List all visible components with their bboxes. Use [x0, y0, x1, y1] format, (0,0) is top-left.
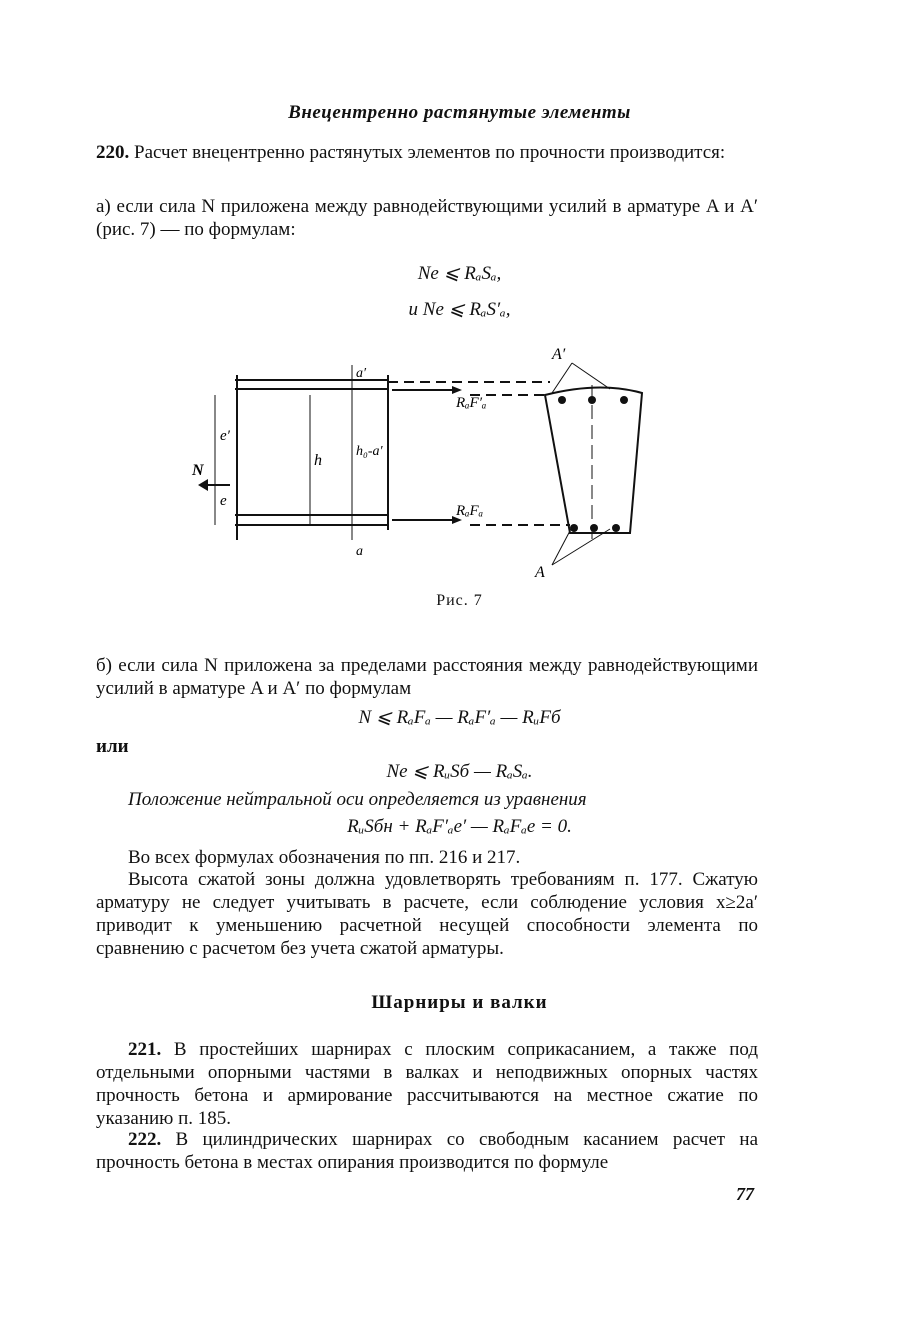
paragraph-notation: Во всех формулах обозначения по пп. 216 и 217. [128, 847, 521, 868]
paragraph-compressed-zone: Высота сжатой зоны должна удовлетворять требованиям п. 177. Сжатую арматуру не следует учитывать в расчете, если соблюдение условия x≥2a′ приводит к уменьшению расчетной несущей способности элемента по сравнению с расчетом без учета сжатой арматуры. [96, 869, 758, 959]
label-e-prime: e′ [220, 428, 230, 444]
paragraph-220 [96, 141, 758, 164]
label-h: h [314, 452, 322, 469]
label-a-dim: a [356, 544, 363, 559]
formula-4: Ne ⩽ RᵤSб — RₐSₐ. [386, 761, 533, 782]
paragraph-221 [96, 1038, 758, 1130]
label-a-prime: A′ [552, 346, 566, 363]
section-heading-eccentric: Внецентренно растянутые элементы [288, 102, 631, 123]
section-heading-hinges: Шарниры и валки [371, 992, 548, 1013]
label-a-prime-dim: a′ [356, 366, 367, 381]
formula-5: RᵤSбн + RₐF′ₐe′ — RₐFₐe = 0. [347, 816, 572, 837]
page-number: 77 [736, 1184, 754, 1204]
or-label: или [96, 736, 129, 757]
figure-caption: Рис. 7 [436, 592, 483, 609]
paragraph-text: Расчет внецентренно растянутых элементов по прочности производится: [134, 142, 726, 163]
figure-7-diagram [180, 345, 670, 580]
label-a: A [535, 564, 545, 580]
paragraph-text: В простейших шарнирах с плоским соприкасанием, а также под отдельными опорными частями в валках и неподвижных опорных частях прочность бетона и армирование рассчитываются на местное сжатие по указанию п. 185. [96, 1039, 758, 1129]
paragraph-number: 221. [128, 1039, 162, 1060]
label-force-bottom: RₐFₐ [456, 503, 484, 519]
label-e: e [220, 493, 227, 509]
paragraph-case-b: б) если сила N приложена за пределами расстояния между равнодействующими усилий в арматуре A и A′ по формулам [96, 655, 758, 699]
formula-1: Ne ⩽ RₐSₐ, [417, 263, 502, 284]
paragraph-text: В цилиндрических шарнирах со свободным касанием расчет на прочность бетона в местах опирания производится по формуле [96, 1129, 758, 1173]
label-force-top: RₐF′ₐ [456, 395, 487, 411]
formula-3: N ⩽ RₐFₐ — RₐF′ₐ — RᵤFб [358, 707, 561, 728]
paragraph-number: 222. [128, 1129, 162, 1150]
paragraph-neutral-axis: Положение нейтральной оси определяется из уравнения [128, 789, 587, 810]
paragraph-222 [96, 1128, 758, 1174]
paragraph-number: 220. [96, 142, 130, 163]
paragraph-case-a: а) если сила N приложена между равнодействующими усилий в арматуре A и A′ (рис. 7) — по формулам: [96, 196, 758, 240]
label-h0a: h₀-a′ [356, 444, 383, 459]
formula-2: и Ne ⩽ RₐS′ₐ, [408, 299, 511, 320]
label-n: N [192, 462, 204, 479]
